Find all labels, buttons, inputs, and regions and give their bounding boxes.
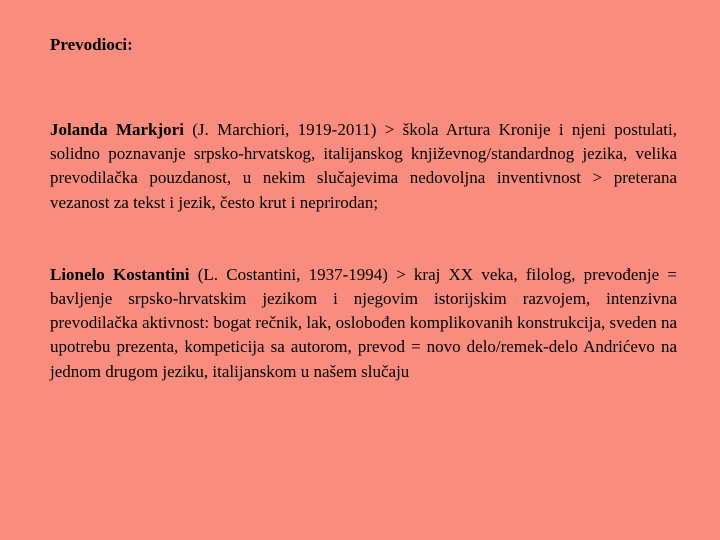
translator-paragraph-costantini <box>50 263 677 384</box>
slide-heading: Prevodioci: <box>50 35 133 54</box>
translator-paragraph-marchiori <box>50 118 677 215</box>
translator-name: Lionelo Kostantini <box>50 264 190 284</box>
slide-content <box>50 33 677 384</box>
translator-description: (J. Marchiori, 1919-2011) > škola Artura Kronije i njeni postulati, solidno poznavanje srpsko-hrvatskog, italijanskog književnog/standardnog jezika, velika prevodilačka pouzdanost, u nekim slučajevima nedovoljna inventivnost > preterana vezanost za tekst i jezik, često krut i neprirodan; <box>50 120 677 212</box>
translator-description: (L. Costantini, 1937-1994) > kraj XX veka, filolog, prevođenje = bavljenje srpsko-hrvatskim jezikom i njegovim istorijskim razvojem, intenzivna prevodilačka aktivnost: bogat rečnik, lak, oslobođen komplikovanih konstrukcija, sveden na upotrebu prezenta, kompeticija sa autorom, prevod = novo delo/remek-delo Andrićevo na jednom drugom jeziku, italijanskom u našem slučaju <box>50 264 677 381</box>
translator-name: Jolanda Markjori <box>50 120 184 139</box>
